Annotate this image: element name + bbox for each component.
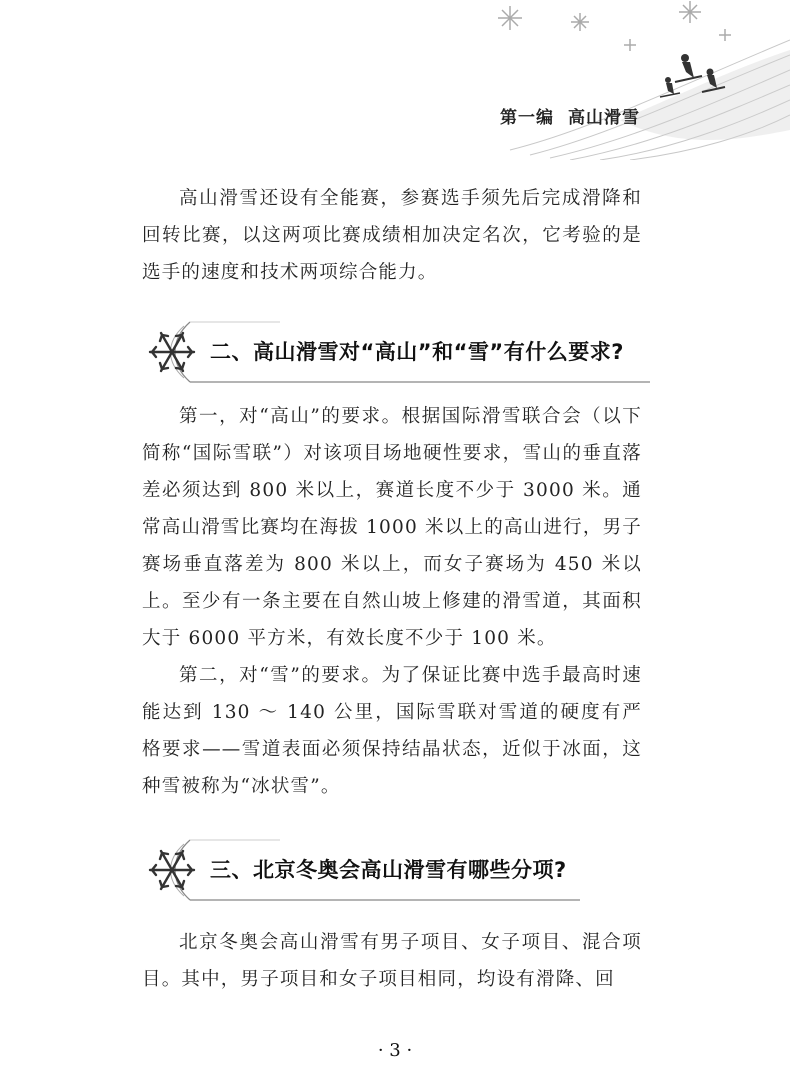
paragraph: 第一，对“高山”的要求。根据国际滑雪联合会（以下简称“国际雪联”）对该项目场地硬性要求，雪山的垂直落差必须达到 800 米以上，赛道长度不少于 3000 米。通常高山滑雪比赛均在海拔 1000 米以上的高山进行，男子赛场垂直落差为 800 米以上，而女子赛场为 450 米以上。至少有一条主要在自然山坡上修建的滑雪道，其面积大于 6000 平方米，有效长度不少于 100 米。 — [142, 406, 642, 649]
running-head-part: 第一编 — [500, 108, 554, 128]
running-head-title: 高山滑雪 — [568, 108, 640, 128]
snowflake-icon — [140, 838, 204, 902]
snowflake-icon — [140, 320, 204, 384]
snowflake-decor-icon — [498, 1, 731, 51]
intro-text — [142, 180, 642, 291]
section-title: 二、高山滑雪对“高山”和“雪”有什么要求? — [210, 340, 624, 364]
section-heading-3 — [140, 838, 660, 902]
section-heading-2 — [140, 320, 660, 384]
paragraph: 北京冬奥会高山滑雪有男子项目、女子项目、混合项目。其中，男子项目和女子项目相同，均设有滑降、回 — [142, 932, 642, 990]
header-snow-illustration — [470, 0, 790, 160]
paragraph: 第二，对“雪”的要求。为了保证比赛中选手最高时速能达到 130 ～ 140 公里，国际雪联对雪道的硬度有严格要求——雪道表面必须保持结晶状态，近似于冰面，这种雪被称为“冰状雪”。 — [142, 665, 642, 797]
section-title: 三、北京冬奥会高山滑雪有哪些分项? — [210, 858, 567, 882]
page-number: · 3 · — [377, 1040, 413, 1061]
section-3-body — [142, 924, 642, 998]
paragraph: 高山滑雪还设有全能赛，参赛选手须先后完成滑降和回转比赛，以这两项比赛成绩相加决定名次，它考验的是选手的速度和技术两项综合能力。 — [142, 188, 642, 283]
running-head — [500, 103, 640, 128]
section-2-body — [142, 398, 642, 805]
